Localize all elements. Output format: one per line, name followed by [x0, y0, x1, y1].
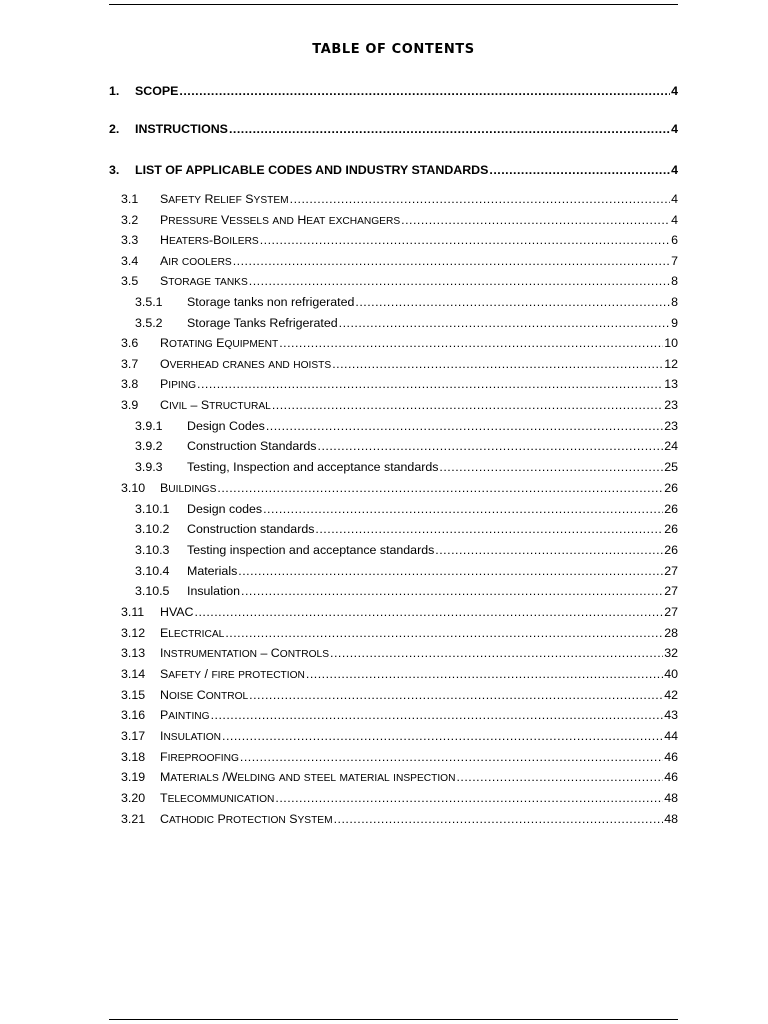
- toc-number: 3.5: [121, 274, 139, 288]
- toc-label: HEATERS-BOILERS: [160, 233, 259, 247]
- toc-number: 2.: [109, 122, 120, 136]
- toc-leader: [266, 419, 663, 433]
- toc-page: 43: [664, 708, 678, 722]
- bottom-rule: [109, 1019, 678, 1020]
- toc-leader: [249, 274, 670, 288]
- toc-page: 48: [664, 791, 678, 805]
- toc-entry-3-2[interactable]: [109, 213, 678, 230]
- toc-number: 3.10: [121, 481, 146, 495]
- toc-label: AIR COOLERS: [160, 254, 232, 268]
- toc-number: 3.15: [121, 688, 146, 702]
- toc-label: Storage tanks non refrigerated: [187, 295, 355, 309]
- toc-number: 3.5.1: [135, 295, 163, 309]
- toc-label: ELECTRICAL: [160, 626, 225, 640]
- toc-number: 3.10.2: [135, 522, 170, 536]
- page-title: TABLE OF CONTENTS: [312, 42, 475, 57]
- toc-entry-3-10-4[interactable]: [109, 564, 678, 581]
- toc-label: TELECOMMUNICATION: [160, 791, 275, 805]
- toc-entry-3-21[interactable]: [109, 812, 678, 829]
- toc-label: INSTRUCTIONS: [135, 122, 228, 136]
- toc-leader: [439, 460, 663, 474]
- toc-page: 4: [671, 192, 678, 206]
- toc-entry-3-9[interactable]: [109, 398, 678, 415]
- toc-number: 3.7: [121, 357, 139, 371]
- toc-label: FIREPROOFING: [160, 750, 239, 764]
- toc-leader: [290, 192, 670, 206]
- toc-number: 3.18: [121, 750, 146, 764]
- toc-leader: [241, 584, 663, 598]
- toc-page: 42: [664, 688, 678, 702]
- toc-page: 46: [664, 750, 678, 764]
- toc-entry-3[interactable]: [109, 163, 678, 180]
- toc-page: 7: [671, 254, 678, 268]
- toc-label: Insulation: [187, 584, 241, 598]
- toc-entry-3-9-2[interactable]: [109, 439, 678, 456]
- toc-page: 26: [664, 543, 678, 557]
- toc-page: 4: [671, 122, 678, 136]
- toc-leader: [211, 708, 664, 722]
- toc-page: 6: [671, 233, 678, 247]
- toc-number: 3.9.1: [135, 419, 163, 433]
- toc-page: 27: [664, 584, 678, 598]
- toc-number: 3.9: [121, 398, 139, 412]
- toc-label: SCOPE: [135, 84, 179, 98]
- toc-entry-3-5[interactable]: [109, 274, 678, 291]
- toc-leader: [249, 688, 663, 702]
- toc-page: 23: [664, 419, 678, 433]
- toc-number: 3.10.4: [135, 564, 170, 578]
- toc-entry-3-11[interactable]: [109, 605, 678, 622]
- toc-entry-3-10-2[interactable]: [109, 522, 678, 539]
- toc-leader: [272, 398, 663, 412]
- toc-entry-3-16[interactable]: [109, 708, 678, 725]
- toc-number: 3.16: [121, 708, 146, 722]
- toc-leader: [334, 812, 664, 826]
- toc-leader: [355, 295, 670, 309]
- toc-page: 8: [671, 274, 678, 288]
- toc-number: 3.10.1: [135, 502, 170, 516]
- toc-entry-3-9-3[interactable]: [109, 460, 678, 477]
- toc-number: 3.21: [121, 812, 146, 826]
- toc-page: 4: [671, 213, 678, 227]
- toc-label: CIVIL – STRUCTURAL: [160, 398, 271, 412]
- toc-entry-3-12[interactable]: [109, 626, 678, 643]
- toc-entry-1[interactable]: [109, 84, 678, 101]
- toc-entry-3-8[interactable]: [109, 377, 678, 394]
- toc-page: 25: [664, 460, 678, 474]
- toc-page: 32: [664, 646, 678, 660]
- toc-number: 3.19: [121, 770, 146, 784]
- toc-leader: [275, 791, 663, 805]
- toc-entry-3-7[interactable]: [109, 357, 678, 374]
- toc-entry-3-17[interactable]: [109, 729, 678, 746]
- toc-label: PIPING: [160, 377, 197, 391]
- toc-leader: [260, 233, 670, 247]
- toc-leader: [435, 543, 663, 557]
- toc-leader: [217, 481, 663, 495]
- toc-number: 3.2: [121, 213, 139, 227]
- toc-page: 28: [664, 626, 678, 640]
- toc-number: 3.10.5: [135, 584, 170, 598]
- toc-entry-3-15[interactable]: [109, 688, 678, 705]
- toc-label: SAFETY / FIRE PROTECTION: [160, 667, 305, 681]
- toc-label: INSTRUMENTATION – CONTROLS: [160, 646, 330, 660]
- toc-leader: [222, 729, 663, 743]
- toc-number: 3.: [109, 163, 120, 177]
- toc-number: 3.11: [121, 605, 145, 619]
- toc-label: Testing, Inspection and acceptance standards: [187, 460, 439, 474]
- toc-leader: [315, 522, 663, 536]
- toc-leader: [197, 377, 663, 391]
- toc-label: PAINTING: [160, 708, 210, 722]
- toc-label: Storage Tanks Refrigerated: [187, 316, 338, 330]
- toc-label: Design Codes: [187, 419, 265, 433]
- toc-page: 48: [664, 812, 678, 826]
- toc-number: 3.13: [121, 646, 146, 660]
- toc-label: OVERHEAD CRANES AND HOISTS: [160, 357, 332, 371]
- toc-label: SAFETY RELIEF SYSTEM: [160, 192, 289, 206]
- toc-label: CATHODIC PROTECTION SYSTEM: [160, 812, 333, 826]
- toc-entry-3-13[interactable]: [109, 646, 678, 663]
- toc-page: 13: [664, 377, 678, 391]
- toc-leader: [279, 336, 663, 350]
- toc-leader: [195, 605, 664, 619]
- toc-page: 4: [671, 84, 678, 98]
- toc-page: 44: [664, 729, 678, 743]
- toc-entry-3-20[interactable]: [109, 791, 678, 808]
- toc-leader: [456, 770, 663, 784]
- toc-page: 9: [671, 316, 678, 330]
- toc-leader: [238, 564, 663, 578]
- toc-page: 26: [664, 522, 678, 536]
- toc-page: 4: [671, 163, 678, 177]
- toc-number: 3.1: [121, 192, 139, 206]
- toc-entry-3-5-2[interactable]: [109, 316, 678, 333]
- toc-entry-3-10-3[interactable]: [109, 543, 678, 560]
- toc-label: Design codes: [187, 502, 263, 516]
- toc-entry-3-6[interactable]: [109, 336, 678, 353]
- toc-page: 26: [664, 481, 678, 495]
- toc-entry-3-10[interactable]: [109, 481, 678, 498]
- toc-number: 3.3: [121, 233, 139, 247]
- toc-leader: [225, 626, 663, 640]
- toc-page: 24: [664, 439, 678, 453]
- toc-label: MATERIALS /WELDING AND STEEL MATERIAL INSPECTION: [160, 770, 456, 784]
- toc-entry-3-10-5[interactable]: [109, 584, 678, 601]
- toc-leader: [229, 122, 670, 136]
- toc-entry-3-4[interactable]: [109, 254, 678, 271]
- toc-number: 3.9.3: [135, 460, 163, 474]
- toc-page: 26: [664, 502, 678, 516]
- toc-page: 10: [664, 336, 678, 350]
- toc-label: Testing inspection and acceptance standards: [187, 543, 435, 557]
- toc-number: 3.5.2: [135, 316, 163, 330]
- toc-label: PRESSURE VESSELS AND HEAT EXCHANGERS: [160, 213, 401, 227]
- toc-label: HVAC: [160, 605, 194, 619]
- toc-label: Materials: [187, 564, 238, 578]
- toc-number: 3.4: [121, 254, 139, 268]
- toc-page: 23: [664, 398, 678, 412]
- toc-label: STORAGE TANKS: [160, 274, 248, 288]
- toc-label: Construction Standards: [187, 439, 317, 453]
- toc-leader: [330, 646, 663, 660]
- toc-leader: [263, 502, 663, 516]
- toc-label: NOISE CONTROL: [160, 688, 249, 702]
- top-rule: [109, 4, 678, 5]
- toc-entry-3-1[interactable]: [109, 192, 678, 209]
- toc-number: 3.14: [121, 667, 146, 681]
- toc-entry-3-19[interactable]: [109, 770, 678, 787]
- toc-label: LIST OF APPLICABLE CODES AND INDUSTRY STANDARDS: [135, 163, 489, 177]
- toc-leader: [179, 84, 670, 98]
- toc-number: 3.20: [121, 791, 146, 805]
- toc-entry-3-14[interactable]: [109, 667, 678, 684]
- toc-entry-3-18[interactable]: [109, 750, 678, 767]
- toc-leader: [339, 316, 670, 330]
- toc-number: 3.6: [121, 336, 139, 350]
- toc-leader: [332, 357, 663, 371]
- toc-number: 3.12: [121, 626, 146, 640]
- toc-number: 3.9.2: [135, 439, 163, 453]
- toc-page: 8: [671, 295, 678, 309]
- toc-entry-3-5-1[interactable]: [109, 295, 678, 312]
- toc-entry-3-10-1[interactable]: [109, 502, 678, 519]
- toc-number: 3.8: [121, 377, 139, 391]
- toc-page: 12: [664, 357, 678, 371]
- toc-leader: [240, 750, 663, 764]
- toc-leader: [401, 213, 670, 227]
- toc-number: 1.: [109, 84, 120, 98]
- toc-label: ROTATING EQUIPMENT: [160, 336, 279, 350]
- toc-leader: [306, 667, 663, 681]
- toc-number: 3.17: [121, 729, 146, 743]
- toc-entry-3-3[interactable]: [109, 233, 678, 250]
- toc-page: 46: [664, 770, 678, 784]
- toc-leader: [233, 254, 670, 268]
- toc-leader: [318, 439, 664, 453]
- toc-leader: [489, 163, 670, 177]
- toc-label: Construction standards: [187, 522, 315, 536]
- toc-page: 40: [664, 667, 678, 681]
- toc-entry-2[interactable]: [109, 122, 678, 139]
- toc-page: 27: [664, 605, 678, 619]
- toc-page: 27: [664, 564, 678, 578]
- toc-entry-3-9-1[interactable]: [109, 419, 678, 436]
- toc-number: 3.10.3: [135, 543, 170, 557]
- toc-label: BUILDINGS: [160, 481, 217, 495]
- toc-label: INSULATION: [160, 729, 222, 743]
